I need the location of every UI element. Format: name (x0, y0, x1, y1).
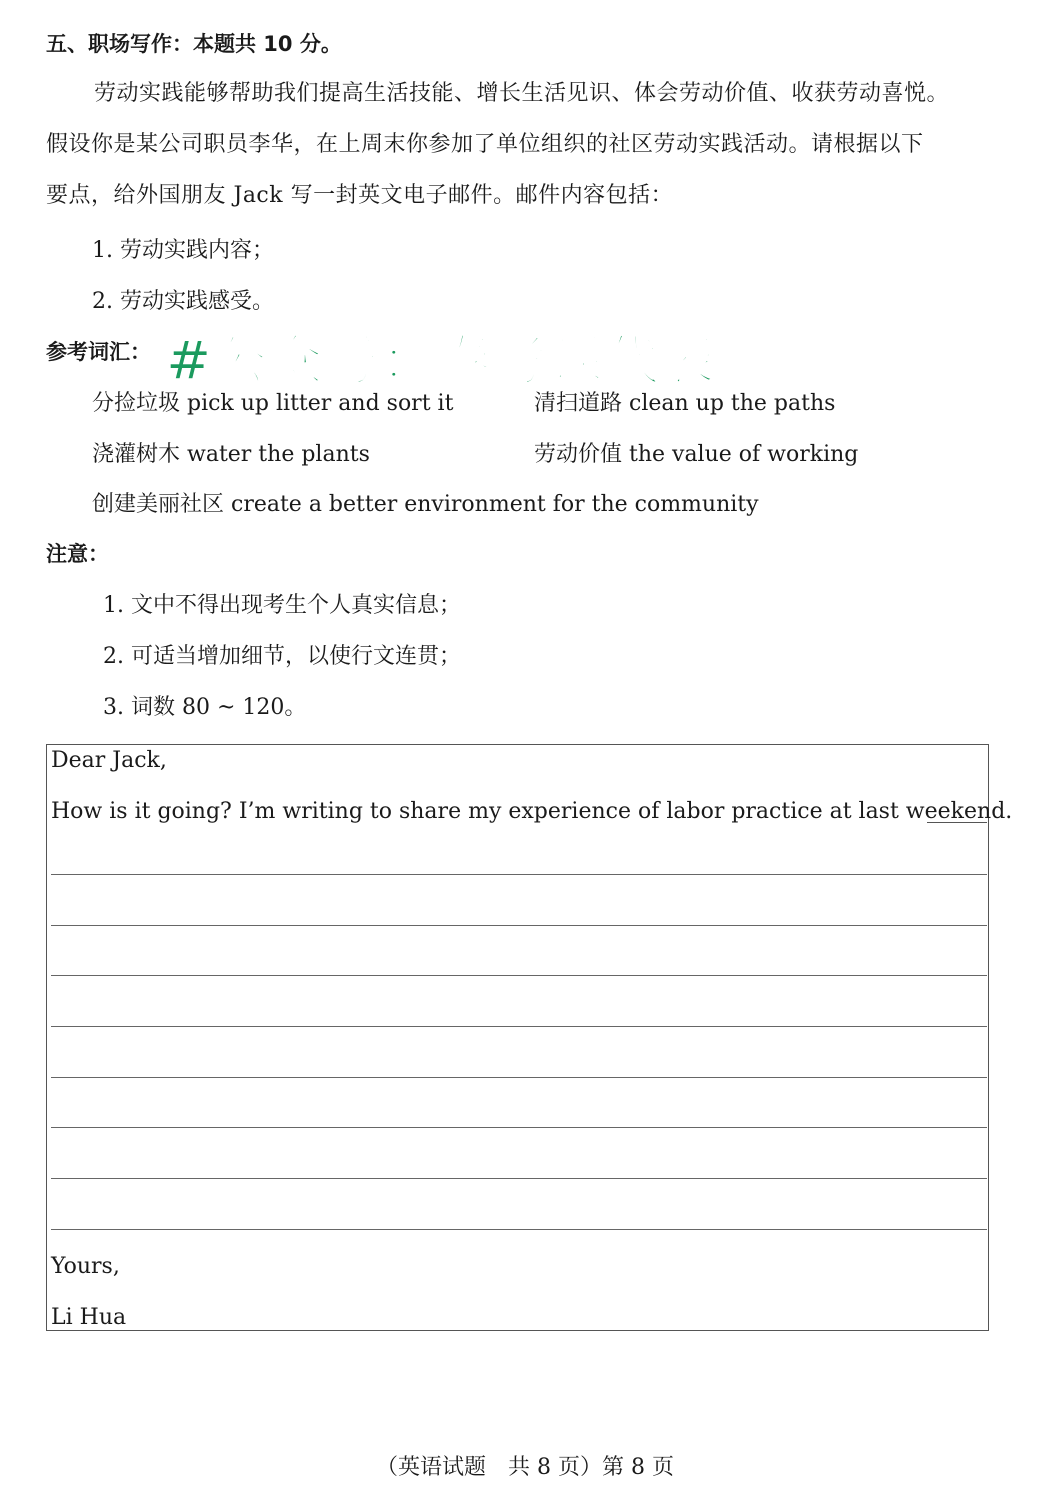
note-item: 3. 词数 80 ~ 120。 (103, 695, 307, 720)
vocab-item: 清扫道路 clean up the paths (534, 391, 836, 416)
requirement-item: 1. 劳动实践内容； (92, 238, 274, 263)
section-title: 五、职场写作：本题共 10 分。 (46, 32, 342, 56)
intro-line-1: 劳动实践能够帮助我们提高生活技能、增长生活见识、体会劳动价值、收获劳动喜悦。 (94, 81, 950, 106)
watermark: #公众号：春考课代表 (166, 329, 718, 392)
letter-opening: How is it going? I’m writing to share my experience of labor practice at last weekend. (51, 799, 1013, 824)
answer-box[interactable] (46, 744, 1013, 1331)
intro-line-3: 要点，给外国朋友 Jack 写一封英文电子邮件。邮件内容包括： (46, 183, 674, 208)
vocab-label: 参考词汇： (46, 340, 151, 364)
vocab-item: 劳动价值 the value of working (534, 442, 859, 467)
letter-signature: Li Hua (51, 1305, 127, 1330)
notes-label: 注意： (46, 542, 109, 566)
writing-line[interactable] (51, 874, 987, 875)
letter-greeting: Dear Jack, (51, 748, 167, 773)
vocab-item: 分捡垃圾 pick up litter and sort it (92, 391, 454, 416)
writing-line[interactable] (51, 925, 987, 926)
vocab-item: 创建美丽社区 create a better environment for the community (92, 492, 759, 517)
writing-line[interactable] (51, 1077, 987, 1078)
note-item: 2. 可适当增加细节，以使行文连贯； (103, 644, 461, 669)
writing-line[interactable] (51, 975, 987, 976)
writing-line[interactable] (927, 822, 987, 823)
requirement-item: 2. 劳动实践感受。 (92, 289, 274, 314)
writing-line[interactable] (51, 1229, 987, 1230)
writing-line[interactable] (51, 1178, 987, 1179)
writing-line[interactable] (51, 1026, 987, 1027)
vocab-item: 浇灌树木 water the plants (92, 442, 370, 467)
writing-line[interactable] (51, 1127, 987, 1128)
letter-closing: Yours, (51, 1254, 120, 1279)
page-footer: （英语试题 共 8 页）第 8 页 (376, 1455, 674, 1480)
intro-line-2: 假设你是某公司职员李华，在上周末你参加了单位组织的社区劳动实践活动。请根据以下 (46, 132, 924, 157)
intro-paragraph (46, 68, 996, 221)
note-item: 1. 文中不得出现考生个人真实信息； (103, 593, 461, 618)
